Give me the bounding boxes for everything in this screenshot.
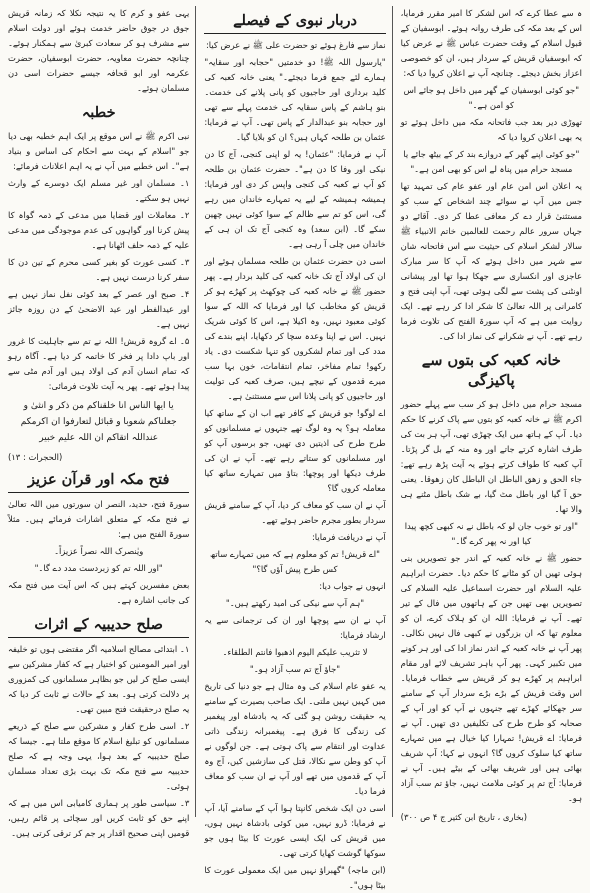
- article-paragraph: (ابن ماجہ) "گھبراؤ نہیں میں ایک معمولی عورت کا بیٹا ہوں"۔: [204, 865, 386, 890]
- article-paragraph: ۲۔ اسی طرح کفار و مشرکین سے صلح کے ذریعے مسلمانوں کو تبلیغ اسلام کا موقع ملتا ہے۔ جیسا کہ صلح حدیبیہ کے بعد ہوا، یہی وجہ ہے کہ صلح حدیبیہ سے فتح مکہ تک بہت بڑی تعداد مسلمان ہوئی۔: [8, 721, 190, 791]
- source-citation: (بخاری ، تاریخ ابن کثیر ج ۴ ص ۳۰۰): [400, 812, 528, 822]
- quote-paragraph: "اے قریش! تم کو معلوم ہے کہ میں تمہارے ساتھ کس طرح پیش آؤں گا؟": [210, 549, 380, 574]
- article-paragraph: ۳۔ سیاسی طور پر ہماری کامیابی اس میں ہے کہ اپنے حق کو ثابت کریں اور سچائی پر قائم رہیں، قومیں اپنی صحیح اقدار پر جم کر ترقی کرتی ہیں۔: [8, 798, 190, 838]
- section-heading: خانہ کعبہ کی بتوں سے پاکیزگی: [421, 352, 561, 389]
- article-paragraph: انہوں نے جواب دیا:: [319, 581, 386, 591]
- article-paragraph: ۳۔ کسی عورت کو بغیر کسی محرم کے تین دن کا سفر کرنا درست نہیں ہے۔: [8, 257, 190, 282]
- article-paragraph: ۲۔ معاملات اور قضایا میں مدعی کے ذمہ گواہ کا پیش کرنا اور گواہوں کی عدم موجودگی میں مدعی علیہ کے ذمہ حلف اٹھانا ہے۔: [8, 210, 190, 250]
- quote-paragraph: "جو کوئی ابوسفیان کے گھر میں داخل ہو جائے اس کو امن ہے۔": [403, 85, 580, 110]
- article-paragraph: ہ سے عطا کرے کہ اس لشکر کا امیر مقرر فرمایا، اس کے بعد مکہ کی طرف روانہ ہوئے۔ ابوسفیان کے قبول اسلام کے وقت حضرت عباس ﷺ نے عرض کیا کہ ابوسفیان قریش کے سردار ہیں، ان کو خصوصی اعزاز بخش دیجئے۔ چنانچہ آپ نے اعلان کروا دیا کہ:: [400, 8, 582, 78]
- article-paragraph: ۱۔ ابتدائی مصالح اسلامیہ اگر مقتضی ہوں تو خلیفہ اور امیر المومنین کو اختیار ہے کہ کفار مشرکین سے ایسی صلح کر لیں جو بظاہر مسلمانوں کی کمزوری پر دلالت کرتی ہو۔ بعد کے حالات نے ثابت کر دیا کہ یہ صلح درحقیقت فتح مبین تھی۔: [8, 644, 190, 714]
- quote-paragraph: "اور اللہ تم کو زبردست مدد دے گا۔": [34, 563, 163, 573]
- article-paragraph: تھوڑی دیر بعد جب فاتحانہ مکہ میں داخل ہوئے تو یہ بھی اعلان کروا دیا کہ: [400, 117, 582, 142]
- article-paragraph: آپ نے فرمایا: "عثمان! یہ لو اپنی کنجی، آج کا دن نیکی اور وفا کا دن ہے"۔ حضرت عثمان بن طلحہ کو آپ نے کعبہ کی کنجی واپس کر دی اور فرمایا: ہمیشہ ہمیشہ کے لیے یہ تمہارے خاندان میں رہے گی، اس کو تم سے ظالم کے سوا کوئی نہیں چھین سکے گا۔ (ابن سعد) وہ کنجی آج تک ان ہی کے خاندان میں چلی آ رہی ہے۔: [204, 149, 386, 249]
- right-column: [400, 6, 582, 822]
- article-paragraph: اسی دن ایک شخص کانپتا ہوا آپ کے سامنے آیا، آپ نے فرمایا: ڈرو نہیں، میں کوئی بادشاہ نہیں ہوں، میں قریش کی ایک ایسی عورت کا بیٹا ہوں جو سوکھا گوشت کھایا کرتی تھی۔: [204, 803, 386, 858]
- article-paragraph: اسی دن حضرت عثمان بن طلحہ مسلمان ہوئے اور ان کی اولاد آج تک خانہ کعبہ کی کلید بردار ہے۔ پھر حضور ﷺ نے خانہ کعبہ کی چوکھٹ پر کھڑے ہو کر قریش کو مخاطب کیا اور فرمایا کہ اللہ کے سوا کوئی معبود نہیں، وہ اکیلا ہے، اس کا کوئی شریک نہیں۔ اس نے اپنا وعدہ سچا کر دکھایا، اپنے بندے کی مدد کی اور تمام لشکروں کو تنہا شکست دی۔ یاد رکھو! تمام مفاخر، تمام انتقامات، خون بہا سب میرے قدموں کے نیچے ہیں، صرف کعبہ کی تولیت اور حاجیوں کو پانی پلانا اس سے مستثنیٰ ہے۔: [204, 256, 386, 401]
- article-paragraph: یہی عفو و کرم کا یہ نتیجہ نکلا کہ زمانہ قریش جوق در جوق حاضر خدمت ہوئے اور دولت اسلام سے مشرف ہو کر سعادت کبریٰ سے ہمکنار ہوئے۔ چنانچہ حضرت معاویہ، حضرت ابوسفیان، حضرت عکرمہ اور ابو قحافہ جیسے حضرات اسی دن مسلمان ہوئے۔: [8, 8, 190, 93]
- article-paragraph: یہ عفو عام اسلام کی وہ مثال ہے جو دنیا کی تاریخ میں کہیں نہیں ملتی۔ ایک صاحب بصیرت کے سامنے یہ حقیقت روشن ہو گئی کہ یہ بادشاہ اور پیغمبر کی زندگی کا فرق ہے۔ پیغمبرانہ زندگی ذاتی عداوت اور انتقام سے پاک ہوتی ہے۔ جن لوگوں نے آپ کو وطن سے نکالا، قتل کی سازشیں کیں، آج وہ آپ کے قدموں میں تھے اور آپ نے ان سب کو معاف فرما دیا۔: [204, 681, 386, 796]
- article-paragraph: اے لوگو! جو قریش کے کافر تھے اب ان کے ساتھ کیا معاملہ ہو؟ یہ وہ لوگ تھے جنہوں نے مسلمانوں کو طرح طرح کی اذیتیں دی تھیں، جو برسوں آپ کو اور مسلمانوں کو ستاتے رہے تھے۔ آپ نے ان کی طرف دیکھا اور پوچھا: بتاؤ میں تمہارے ساتھ کیا معاملہ کروں گا؟: [204, 408, 386, 493]
- quote-paragraph: "اور تو خوب جان لو کہ باطل نے نہ کبھی کچھ پیدا کیا اور نہ پھر کرے گا۔": [404, 521, 578, 546]
- article-paragraph: آپ نے دریافت فرمایا:: [311, 532, 386, 542]
- quote-paragraph: "ہم آپ سے نیکی کی امید رکھتے ہیں۔": [225, 598, 365, 608]
- quran-verse: یا ایھا الناس انا خلقناکم من ذکر و انثیٰ و جعلناکم شعوبا و قبائل لتعارفوا ان اکرمکم عنداللہ اتقاکم ان اللہ علیم خبیر: [20, 401, 177, 443]
- article-paragraph: ۵۔ اے گروہ قریش! اللہ نے تم سے جاہلیت کا غرور اور باپ دادا پر فخر کا خاتمہ کر دیا ہے۔ آگاہ رہو کہ تمام انسان آدم کی اولاد ہیں اور آدم مٹی سے پیدا ہوئے تھے۔ پھر یہ آیت تلاوت فرمائی:: [8, 336, 190, 391]
- section-heading: فتح مکہ اور قرآن عزیز: [8, 470, 189, 493]
- article-paragraph: سورۃ فتح، حدید، النصر ان سورتوں میں اللہ تعالیٰ نے فتح مکہ کے متعلق اشارات فرمائے ہیں۔ مثلاً سورۃ الفتح میں ہے:: [8, 499, 190, 539]
- left-column: [8, 6, 196, 838]
- article-paragraph: مسجد حرام میں داخل ہو کر سب سے پہلے حضور اکرم ﷺ نے خانہ کعبہ کو بتوں سے پاک کرنے کا حکم دیا۔ آپ کے ہاتھ میں ایک چھڑی تھی، آپ ہر بت کی طرف اشارہ کرتے جاتے اور وہ منہ کے بل گر پڑتا۔ آپ کعبہ کا طواف کرتے ہوئے یہ آیت پڑھ رہے تھے: جاء الحق و زھق الباطل ان الباطل کان زھوقا۔ یعنی حق آ گیا اور باطل مٹ گیا، بے شک باطل مٹنے ہی والا تھا۔: [400, 399, 582, 514]
- article-paragraph: بعض مفسرین کہتے ہیں کہ اس آیت میں فتح مکہ کی جانب اشارہ ہے۔: [8, 580, 190, 605]
- article-paragraph: نماز سے فارغ ہوئے تو حضرت علی ﷺ نے عرض کیا:: [205, 40, 386, 50]
- quote-paragraph: "جو کوئی اپنے گھر کے دروازے بند کر کے بیٹھ جائے یا مسجد حرام میں پناہ لے اس کو بھی امن ہے۔": [403, 149, 580, 174]
- arabic-quote: ویٰنصرک اللہ نصراً عزیزاً۔: [54, 546, 144, 556]
- arabic-quote: لا تثریب علیکم الیوم اذھبوا فانتم الطلقاء۔: [222, 647, 368, 657]
- article-paragraph: آپ نے ان سے پوچھا اور ان کی ترجمانی سے یہ ارشاد فرمایا:: [204, 615, 386, 640]
- quote-paragraph: "جاؤ آج تم سب آزاد ہو۔": [249, 664, 341, 674]
- article-paragraph: ۴۔ صبح اور عصر کے بعد کوئی نفل نماز نہیں ہے اور عیدالفطر اور عید الاضحیٰ کے دن روزہ جائز نہیں ہے۔: [8, 289, 190, 329]
- article-paragraph: یہ اعلان اس امن عام اور عفو عام کی تمہید تھا جس میں آپ نے سوائے چند اشخاص کے سب کو مستثنیٰ قرار دے کر معافی عطا کر دی۔ آقائے دو جہاں سرور عالم رحمت للعالمین خاتم الانبیاء ﷺ سالار لشکر اسلام کی حیثیت سے اس فاتحانہ شان سے شہر میں داخل ہوئے کہ آپ کا سر مبارک عاجزی اور انکساری سے جھکا ہوا تھا اور پیشانی اونٹنی کی پشت سے لگی ہوئی تھی، آپ اپنی فتح و کامرانی پر اللہ تعالیٰ کا شکر ادا کر رہے تھے۔ ایک روایت میں ہے کہ آپ سورۃ الفتح کی تلاوت فرما رہے تھے۔ آپ نے شکرانے کی نماز ادا کی۔: [400, 181, 582, 341]
- article-paragraph: آپ نے ان سب کو معاف کر دیا، آپ کے سامنے قریش سردار بطور مجرم حاضر ہوئے تھے۔: [204, 500, 386, 525]
- article-paragraph: حضور ﷺ نے خانہ کعبہ کے اندر جو تصویریں بنی ہوئی تھیں ان کو مٹانے کا حکم دیا۔ حضرت ابراہیم علیہ السلام اور حضرت اسماعیل علیہ السلام کی تصویریں بھی تھیں جن کے ہاتھوں میں فال کے تیر تھے۔ آپ نے فرمایا: اللہ ان کو ہلاک کرے، ان کو معلوم تھا کہ ان بزرگوں نے کبھی فال نہیں نکالی۔ پھر آپ نے خانہ کعبہ کے اندر نماز ادا کی اور ہر کونے میں تکبیر کہی۔ پھر آپ باہر تشریف لائے اور مقام ابراہیم پر کھڑے ہو کر قریش سے خطاب فرمایا۔ اس وقت قریش کے بڑے بڑے سردار آپ کے سامنے سر جھکائے کھڑے تھے جنہوں نے آپ کو اور آپ کے صحابہ کو طرح طرح کی تکلیفیں دی تھیں۔ آپ نے فرمایا: اے قریش! تمہارا کیا خیال ہے میں تمہارے ساتھ کیا سلوک کروں گا؟ انہوں نے کہا: آپ شریف بھائی ہیں اور شریف بھائی کے بیٹے ہیں۔ آپ نے فرمایا: آج تم پر کوئی ملامت نہیں، جاؤ تم سب آزاد ہو۔: [400, 553, 582, 803]
- section-heading: صلح حدیبیہ کے اثرات: [8, 615, 189, 638]
- article-paragraph: "یارسول اللہ ﷺ! دو خدمتیں "حجابہ اور سقایہ" ہمارے لئے جمع فرما دیجئے۔" یعنی خانہ کعبہ کی کلید برداری اور حاجیوں کو پانی پلانے کی خدمت۔ بنو ہاشم کے پاس سقایہ کی خدمت پہلے سے تھی اور حجابہ بنو عبدالدار کے پاس تھی۔ آپ نے فرمایا: عثمان بن طلحہ کہاں ہیں؟ ان کو بلایا گیا۔: [204, 57, 386, 142]
- section-heading: دربار نبوی کے فیصلے: [204, 11, 385, 34]
- section-heading: خطبہ: [81, 104, 116, 121]
- article-paragraph: نبی اکرم ﷺ نے اس موقع پر ایک اہم خطبہ بھی دیا جو "اسلام کے بہت سے احکام کی اساس و بنیاد ہے"۔ اس خطبے میں آپ نے یہ اہم اعلانات فرمائے:: [8, 131, 190, 171]
- article-paragraph: ۱۔ مسلمان اور غیر مسلم ایک دوسرے کے وارث نہیں ہو سکتے۔: [8, 178, 190, 203]
- middle-column: [204, 6, 392, 890]
- verse-reference: (الحجرات : ۱۳): [8, 452, 63, 462]
